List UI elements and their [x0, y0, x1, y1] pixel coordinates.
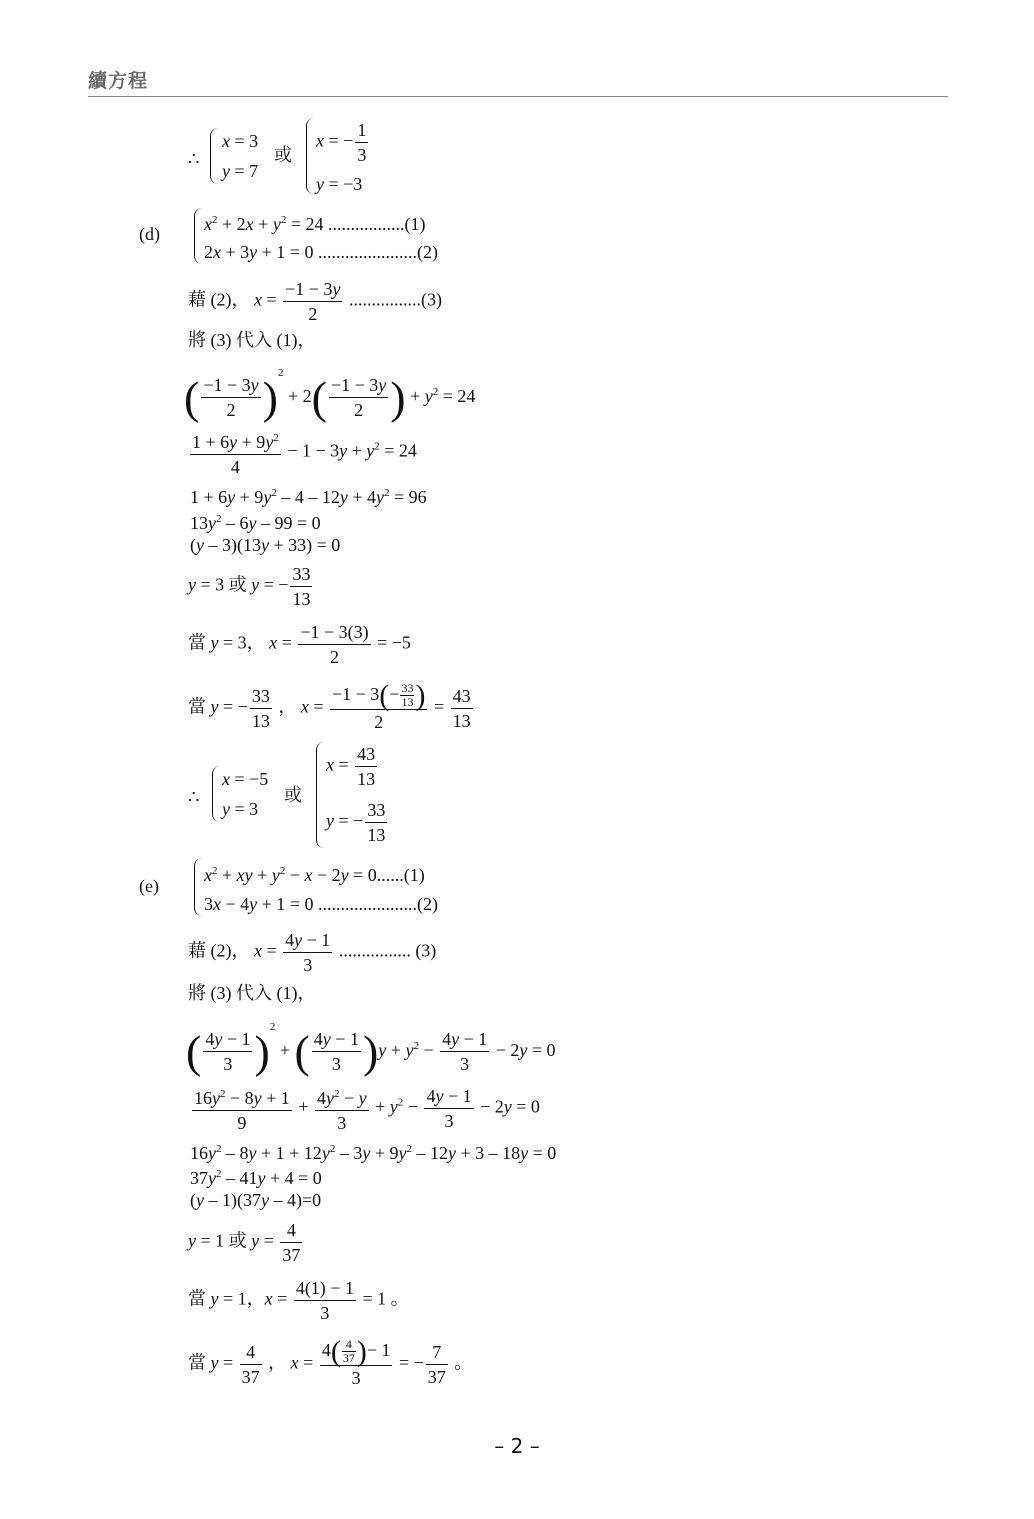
math-line: $37y^2 - 41y + 4 = 0$	[190, 1168, 322, 1188]
equation-1: $x^2 + 2x + y^2 = 24$ .................(1)	[204, 214, 426, 234]
math-line: (y – 3)(13y + 33) = 0	[190, 535, 341, 555]
math-line: x = $\frac{43}{13}$	[326, 744, 376, 789]
brace	[306, 118, 315, 194]
header-rule	[88, 96, 948, 97]
math-line: (y – 1)(37y – 4)=0	[190, 1190, 322, 1210]
brace	[194, 858, 203, 916]
math-line: 當 y = − $\frac{33}{13}$ ， x = −1 − 3(− $\frac{33}{13}$ ) 2 = $\frac{43}{13}$	[188, 678, 471, 733]
math-line: y = 1 或 y = $\frac{4}{37}$	[188, 1220, 301, 1265]
math-line: 當 y = $\frac{4}{37}$ ， x = 4( $\frac{4}{37}$ )− 1 3 = − $\frac{7}{37}$ 。	[188, 1334, 473, 1389]
math-line: y = 3 或 y = − $\frac{33}{13}$	[188, 564, 311, 609]
brace	[316, 742, 325, 848]
or-word: 或	[284, 785, 302, 805]
math-line: y = −3	[316, 174, 363, 194]
page-header-title: 續方程	[88, 70, 149, 92]
math-line: $16y^2 - 8y + 1 + 12y^2 - 3y + 9y^2 - 12y + 3 - 18y = 0$	[190, 1143, 557, 1163]
math-line: ( $\frac{4y - 1}{3}$ )$^2$ + ( $\frac{4y - 1}{3}$ )$y + y^2$ − $\frac{4y - 1}{3}$ − 2y = 0	[186, 1021, 556, 1077]
math-line: y = − $\frac{33}{13}$	[326, 800, 386, 845]
math-line: 藉 (2)， x = $\frac{4y - 1}{3}$ ................ (3)	[188, 930, 437, 975]
math-line: x = 3	[222, 131, 259, 151]
math-line: y = 7	[222, 161, 259, 181]
math-line: ( $\frac{-1 - 3y}{2}$ )$^2$ + 2( $\frac{-1 - 3y}{2}$ ) + $y^2 = 24$	[184, 367, 476, 423]
part-e-label: (e)	[139, 876, 159, 896]
or-word: 或	[274, 145, 292, 165]
part-d-label: (d)	[139, 224, 160, 244]
text-line: 將 (3) 代入 (1)，	[188, 983, 316, 1003]
math-line: $13y^2 - 6y - 99 = 0$	[190, 513, 321, 533]
math-line: x = −5	[222, 769, 269, 789]
math-line: 當 y = 3， x = $\frac{-1 - 3(3)}{2}$ = −5	[188, 622, 411, 667]
brace	[194, 208, 203, 264]
math-line: x = − $\frac{1}{3}$	[316, 120, 367, 165]
math-line: $\frac{1 + 6y + 9y^2}{4}$ − $1 - 3y + y^2 = 24$	[188, 426, 417, 479]
math-line: 當 y = 1，x = $\frac{4(1) - 1}{3}$ = 1 。	[188, 1278, 409, 1323]
page-number: – 2 –	[494, 1434, 540, 1458]
therefore-symbol: ∴	[188, 787, 200, 807]
equation-2: 2x + 3y + 1 = 0 ......................(2)	[204, 242, 438, 262]
math-line: 藉 (2)， x = $\frac{-1 - 3y}{2}$ ................(3)	[188, 279, 442, 324]
equation-1: $x^2$ + xy + $y^2 - x - 2y = 0......(1)$	[204, 865, 425, 885]
math-line: $1 + 6y + 9y^2 - 4 - 12y + 4y^2 = 96$	[190, 487, 427, 507]
dots: .................(1)	[327, 214, 426, 234]
brace	[210, 128, 219, 184]
text-line: 將 (3) 代入 (1)，	[188, 330, 316, 350]
math-line: y = 3	[222, 799, 259, 819]
math-line: $\frac{16y^2 - 8y + 1}{9}$ + $\frac{4y^2 - y}{3}$ + $y^2$ − $\frac{4y - 1}{3}$ − 2y = 0	[190, 1082, 540, 1135]
equation-2: 3x − 4y + 1 = 0 ......................(2)	[204, 894, 438, 914]
therefore-symbol: ∴	[188, 149, 200, 169]
dots: ......................(2)	[317, 242, 438, 262]
brace	[212, 766, 221, 822]
